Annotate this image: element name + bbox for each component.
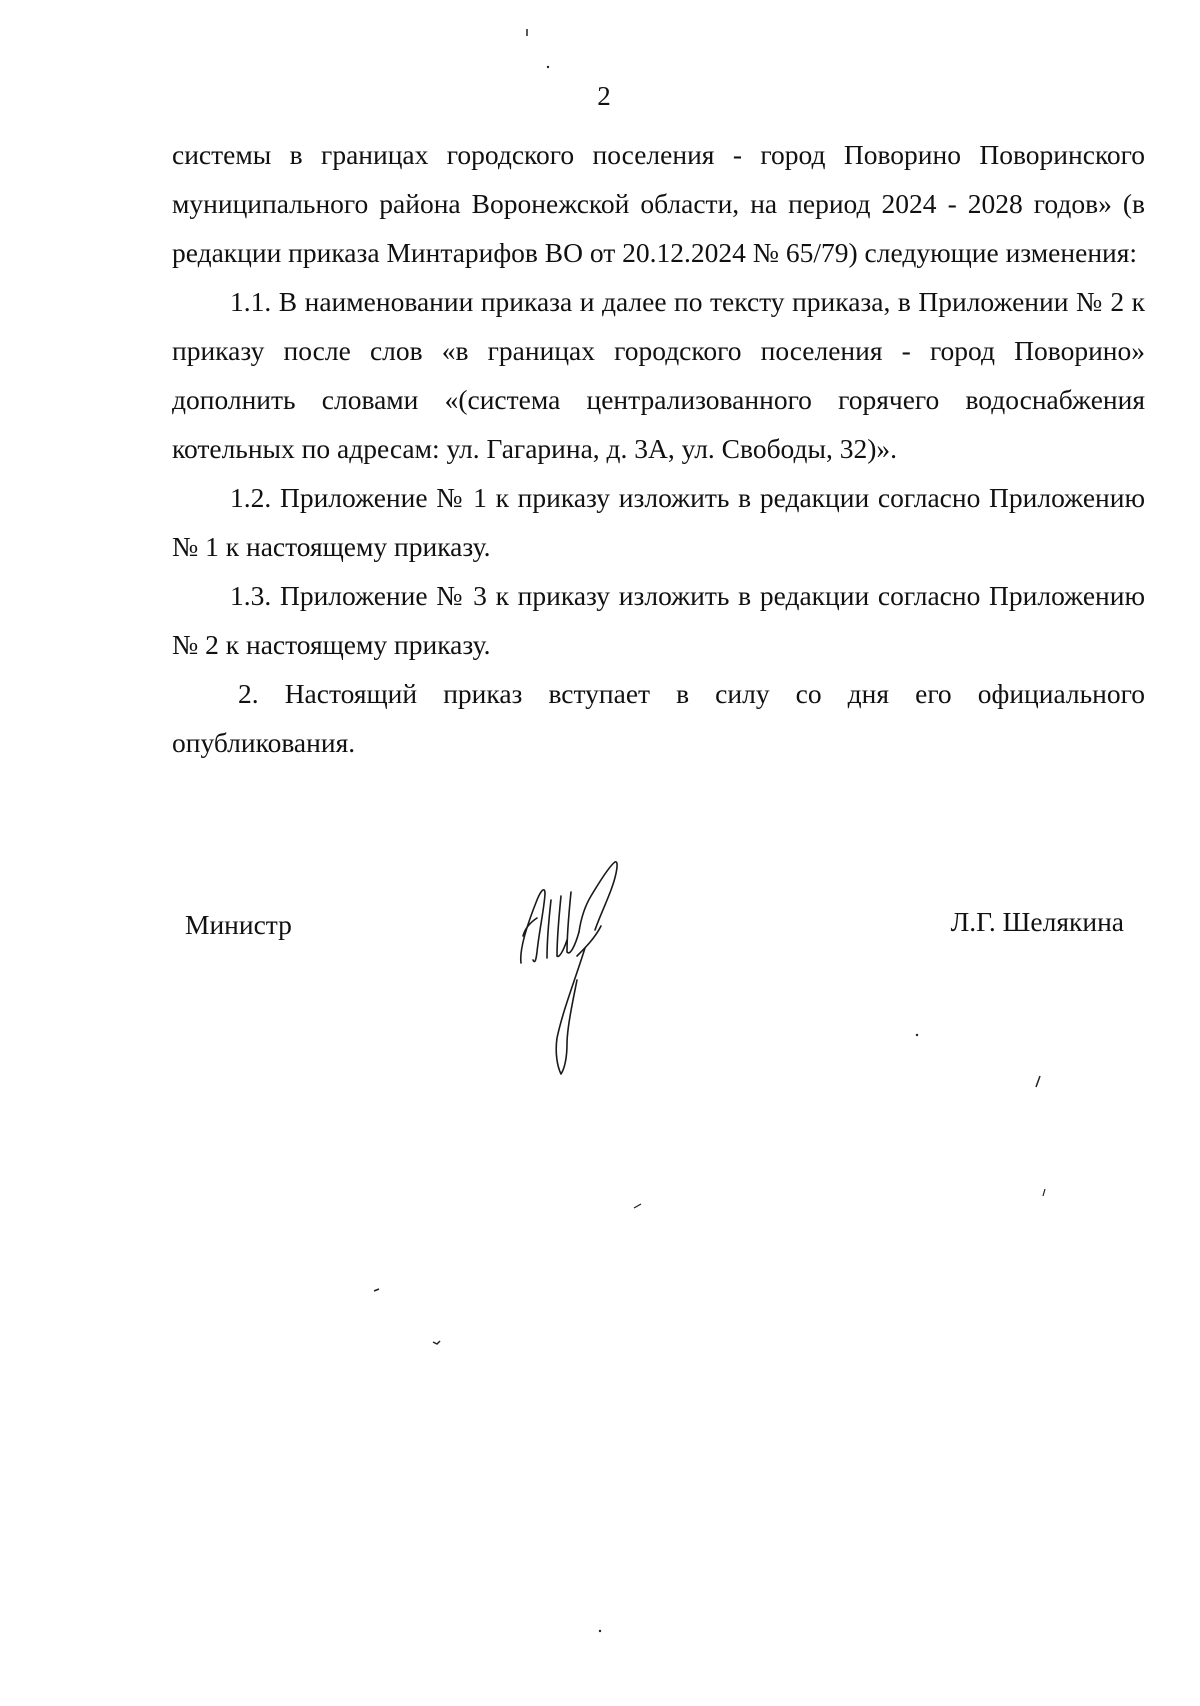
scan-speck [545, 64, 551, 70]
handwritten-signature [515, 860, 655, 1075]
scan-speck [524, 28, 530, 38]
scan-speck [1034, 1075, 1042, 1089]
scan-speck [633, 1202, 643, 1210]
paragraph-item-1-3: 1.3. Приложение № 3 к приказу изложить в редакции согласно Приложению № 2 к настоящему приказу. [172, 580, 1145, 660]
scan-speck [597, 1628, 603, 1634]
paragraph-item-2: 2. Настоящий приказ вступает в силу со дня его официального опубликования. [172, 678, 1145, 758]
paragraph-item-1-1: 1.1. В наименовании приказа и далее по тексту приказа, в Приложении № 2 к приказу после слов «в границах городского поселения - город Поворино» дополнить словами «(система централизованного горячего водоснабжения котельных по адресам: ул. Гагарина, д. 3А, ул. Свободы, 32)». [172, 286, 1145, 464]
scan-speck [373, 1286, 381, 1294]
document-body [172, 130, 1145, 767]
paragraph-continuation: системы в границах городского поселения - город Поворино Поворинского муниципального района Воронежской области, на период 2024 - 2028 годов» (в редакции приказа Минтарифов ВО от 20.12.2024 № 65/79) следующие изменения: [172, 139, 1145, 268]
scan-speck [914, 1032, 920, 1038]
scan-speck [1041, 1188, 1047, 1198]
paragraph-item-1-2: 1.2. Приложение № 1 к приказу изложить в редакции согласно Приложению № 1 к настоящему приказу. [172, 482, 1145, 562]
signatory-position: Министр [185, 909, 292, 940]
scan-speck [432, 1338, 442, 1346]
page-number: 2 [597, 81, 611, 111]
signatory-name: Л.Г. Шелякина [950, 906, 1124, 937]
